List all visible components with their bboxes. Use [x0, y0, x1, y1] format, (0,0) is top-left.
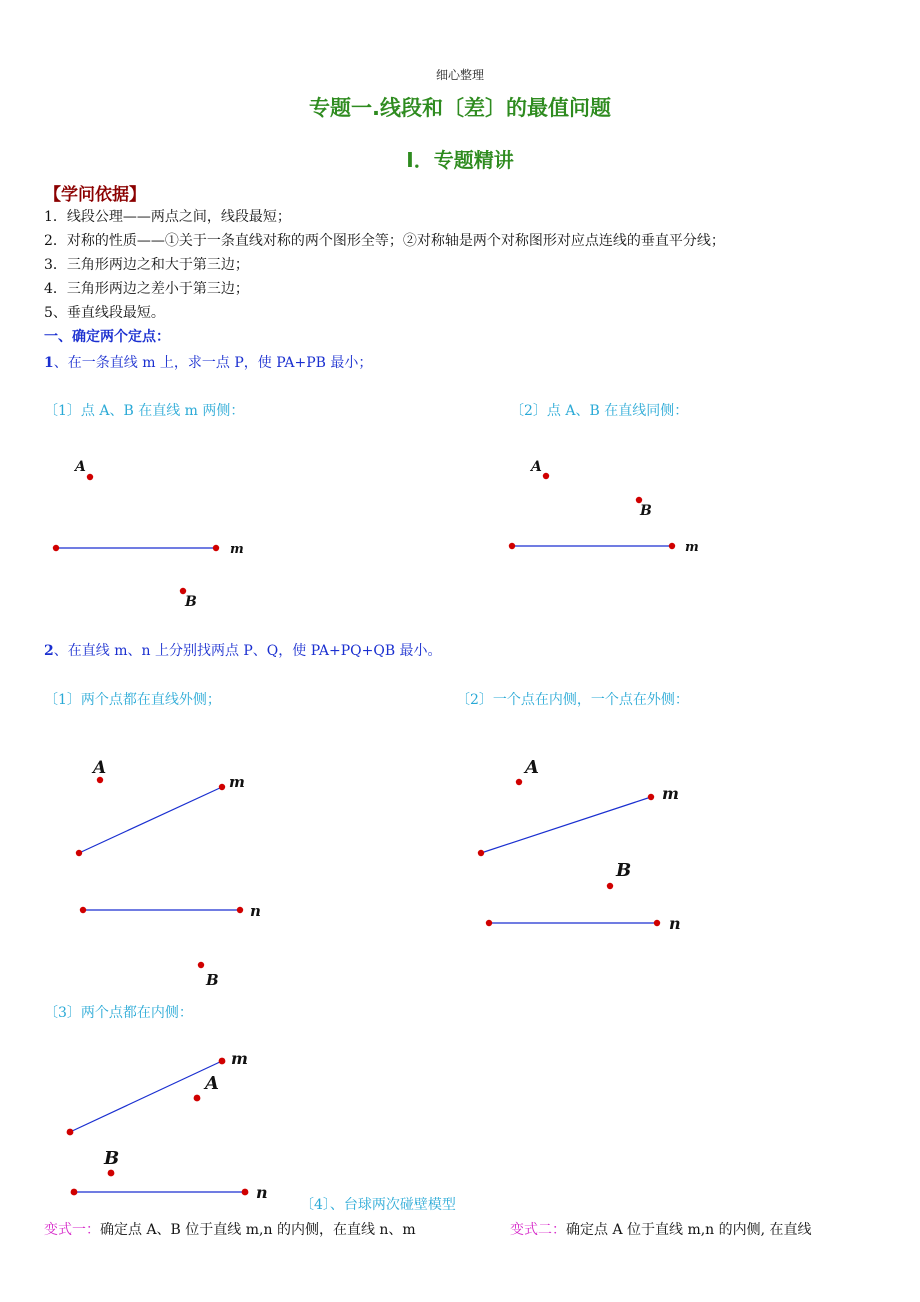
label-m: m [229, 773, 245, 791]
page-subtitle: Ⅰ．专题精讲 [406, 148, 514, 172]
label-a: A [525, 757, 539, 778]
label-b: B [616, 860, 632, 881]
problem-2-number: 2 [44, 643, 54, 659]
problem-1-case-2: 〔2〕点 A、B 在直线同侧： [510, 403, 689, 419]
knowledge-item: 5、垂直线段最短。 [44, 305, 165, 321]
label-a: A [531, 459, 542, 475]
variant-1-label: 变式一： [44, 1222, 100, 1238]
problem-2-case-4: 〔4〕、台球两次碰壁模型 [300, 1197, 456, 1213]
label-a: A [75, 459, 86, 475]
label-m: m [662, 784, 679, 803]
point-a [194, 1095, 201, 1102]
problem-2-text: 、在直线 m、n 上分别找两点 P、Q，使 PA+PQ+QB 最小。 [53, 643, 442, 659]
endpoint [242, 1189, 249, 1196]
problem-2-case-1: 〔1〕两个点都在直线外侧； [44, 692, 221, 708]
knowledge-item: 3．三角形两边之和大于第三边； [44, 257, 249, 273]
label-m: m [685, 540, 699, 555]
label-b: B [104, 1148, 120, 1169]
label-b: B [640, 503, 652, 519]
endpoint [67, 1129, 74, 1136]
page-title: 专题一.线段和〔差〕的最值问题 [309, 96, 611, 120]
variant-2 [510, 1219, 812, 1239]
knowledge-item: 1．线段公理——两点之间，线段最短； [44, 209, 291, 225]
label-n: n [256, 1183, 268, 1202]
knowledge-item: 4．三角形两边之差小于第三边； [44, 281, 249, 297]
problem-2-case-2: 〔2〕一个点在内侧，一个点在外侧： [456, 692, 689, 708]
variant-2-label: 变式二： [510, 1222, 566, 1238]
label-a: A [205, 1073, 219, 1094]
label-n: n [669, 914, 681, 933]
section-heading: 一、确定两个定点： [44, 329, 170, 345]
endpoint [71, 1189, 78, 1196]
variant-2-text: 确定点 A 位于直线 m,n 的内侧, 在直线 [566, 1222, 812, 1238]
label-n: n [250, 902, 261, 920]
knowledge-title: 【学问依据】 [44, 185, 146, 205]
knowledge-item: 2．对称的性质——①关于一条直线对称的两个图形全等；②对称轴是两个对称图形对应点连线的垂直平分线； [44, 233, 725, 249]
page-header: 细心整理 [435, 68, 484, 82]
label-m: m [230, 542, 244, 557]
variant-1-text: 确定点 A、B 位于直线 m,n 的内侧，在直线 n、m [100, 1222, 416, 1238]
label-b: B [206, 971, 219, 989]
problem-1-number: 1 [44, 355, 54, 371]
endpoint [219, 1058, 226, 1065]
point-b [108, 1170, 115, 1177]
problem-1-text: 、在一条直线 m 上，求一点 P，使 PA+PB 最小； [53, 355, 373, 371]
problem-2-case-3: 〔3〕两个点都在内侧： [44, 1005, 193, 1021]
variant-1 [44, 1219, 416, 1239]
label-a: A [93, 758, 107, 778]
problem-1-case-1: 〔1〕点 A、B 在直线 m 两侧： [44, 403, 245, 419]
label-m: m [231, 1049, 248, 1068]
label-b: B [185, 594, 197, 610]
